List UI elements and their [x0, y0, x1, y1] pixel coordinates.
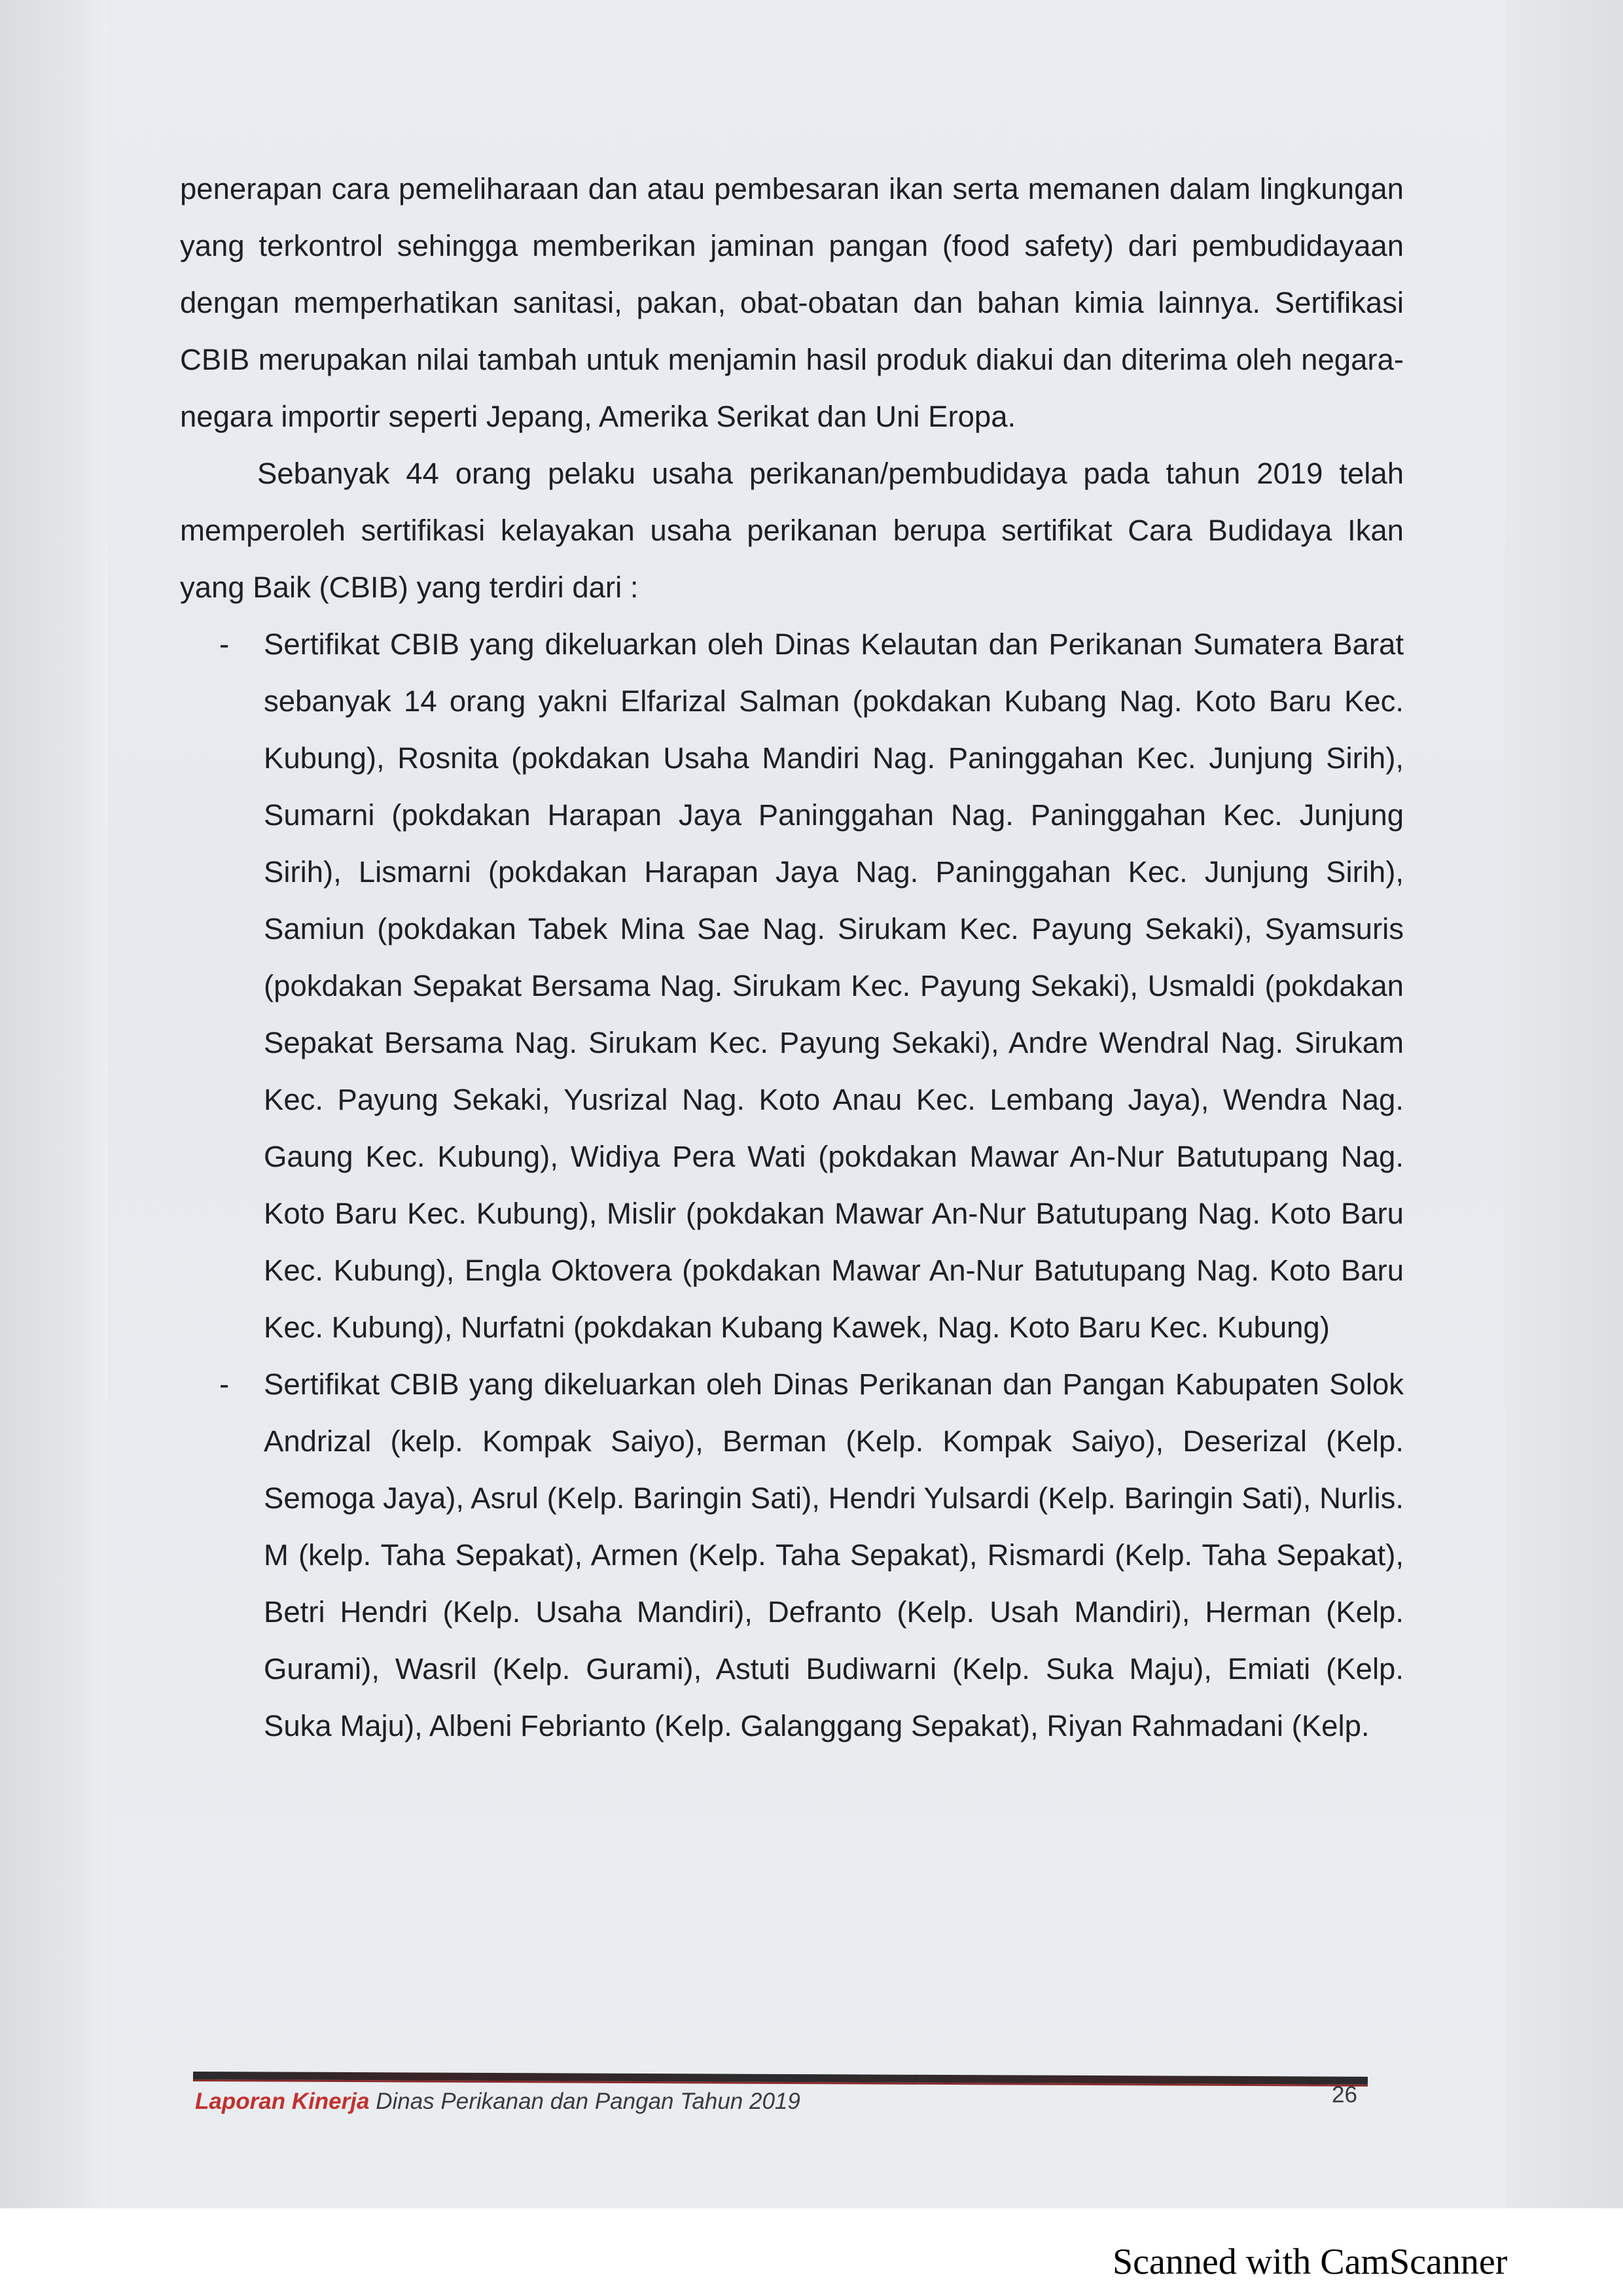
footer-report-brand: Laporan Kinerja — [195, 2089, 370, 2114]
scanner-watermark: Scanned with CamScanner — [1113, 2242, 1508, 2282]
list-item-text: Sertifikat CBIB yang dikeluarkan oleh Dinas Kelautan dan Perikanan Sumatera Barat sebanyak 14 orang yakni Elfarizal Salman (pokdakan Kubang Nag. Koto Baru Kec. Kubung), Rosnita (pokdakan Usaha Mandiri Nag. Paninggahan Kec. Junjung Sirih), Sumarni (pokdakan Harapan Jaya Paninggahan Nag. Paninggahan Kec. Junjung Sirih), Lismarni (pokdakan Harapan Jaya Nag. Paninggahan Kec. Junjung Sirih), Samiun (pokdakan Tabek Mina Sae Nag. Sirukam Kec. Payung Sekaki), Syamsuris (pokdakan Sepakat Bersama Nag. Sirukam Kec. Payung Sekaki), Usmaldi (pokdakan Sepakat Bersama Nag. Sirukam Kec. Payung Sekaki), Andre Wendral Nag. Sirukam Kec. Payung Sekaki, Yusrizal Nag. Koto Anau Kec. Lembang Jaya), Wendra Nag. Gaung Kec. Kubung), Widiya Pera Wati (pokdakan Mawar An-Nur Batutupang Nag. Koto Baru Kec. Kubung), Mislir (pokdakan Mawar An-Nur Batutupang Nag. Koto Baru Kec. Kubung), Engla Oktovera (pokdakan Mawar An-Nur Batutupang Nag. Koto Baru Kec. Kubung), Nurfatni (pokdakan Kubang Kawek, Nag. Koto Baru Kec. Kubung) — [264, 627, 1404, 1344]
certificate-list — [180, 616, 1404, 1754]
footer-report-subtitle: Dinas Perikanan dan Pangan Tahun 2019 — [376, 2089, 800, 2114]
list-item — [180, 616, 1404, 1356]
list-item-text: Sertifikat CBIB yang dikeluarkan oleh Dinas Perikanan dan Pangan Kabupaten Solok Andrizal (kelp. Kompak Saiyo), Berman (Kelp. Kompak Saiyo), Deserizal (Kelp. Semoga Jaya), Asrul (Kelp. Baringin Sati), Hendri Yulsardi (Kelp. Baringin Sati), Nurlis. M (kelp. Taha Sepakat), Armen (Kelp. Taha Sepakat), Rismardi (Kelp. Taha Sepakat), Betri Hendri (Kelp. Usaha Mandiri), Defranto (Kelp. Usah Mandiri), Herman (Kelp. Gurami), Wasril (Kelp. Gurami), Astuti Budiwarni (Kelp. Suka Maju), Emiati (Kelp. Suka Maju), Albeni Febrianto (Kelp. Galanggang Sepakat), Riyan Rahmadani (Kelp. — [264, 1368, 1404, 1742]
footer-report-title — [195, 2089, 800, 2115]
intro-paragraph: penerapan cara pemeliharaan dan atau pembesaran ikan serta memanen dalam lingkungan yang terkontrol sehingga memberikan jaminan pangan (food safety) dari pembudidayaan dengan memperhatikan sanitasi, pakan, obat-obatan dan bahan kimia lainnya. Sertifikasi CBIB merupakan nilai tambah untuk menjamin hasil produk diakui dan diterima oleh negara-negara importir seperti Jepang, Amerika Serikat dan Uni Eropa. — [180, 172, 1404, 433]
list-item-marker: - — [219, 1368, 230, 1401]
scan-left-shadow — [0, 0, 108, 2208]
list-item-marker: - — [219, 627, 230, 661]
list-item — [180, 1356, 1404, 1754]
document-body — [180, 160, 1404, 1754]
scan-right-shadow — [1505, 0, 1623, 2208]
page-number: 26 — [1332, 2082, 1357, 2108]
summary-paragraph: Sebanyak 44 orang pelaku usaha perikanan/pembudidaya pada tahun 2019 telah memperoleh sertifikasi kelayakan usaha perikanan berupa sertifikat Cara Budidaya Ikan yang Baik (CBIB) yang terdiri dari : — [180, 457, 1404, 604]
